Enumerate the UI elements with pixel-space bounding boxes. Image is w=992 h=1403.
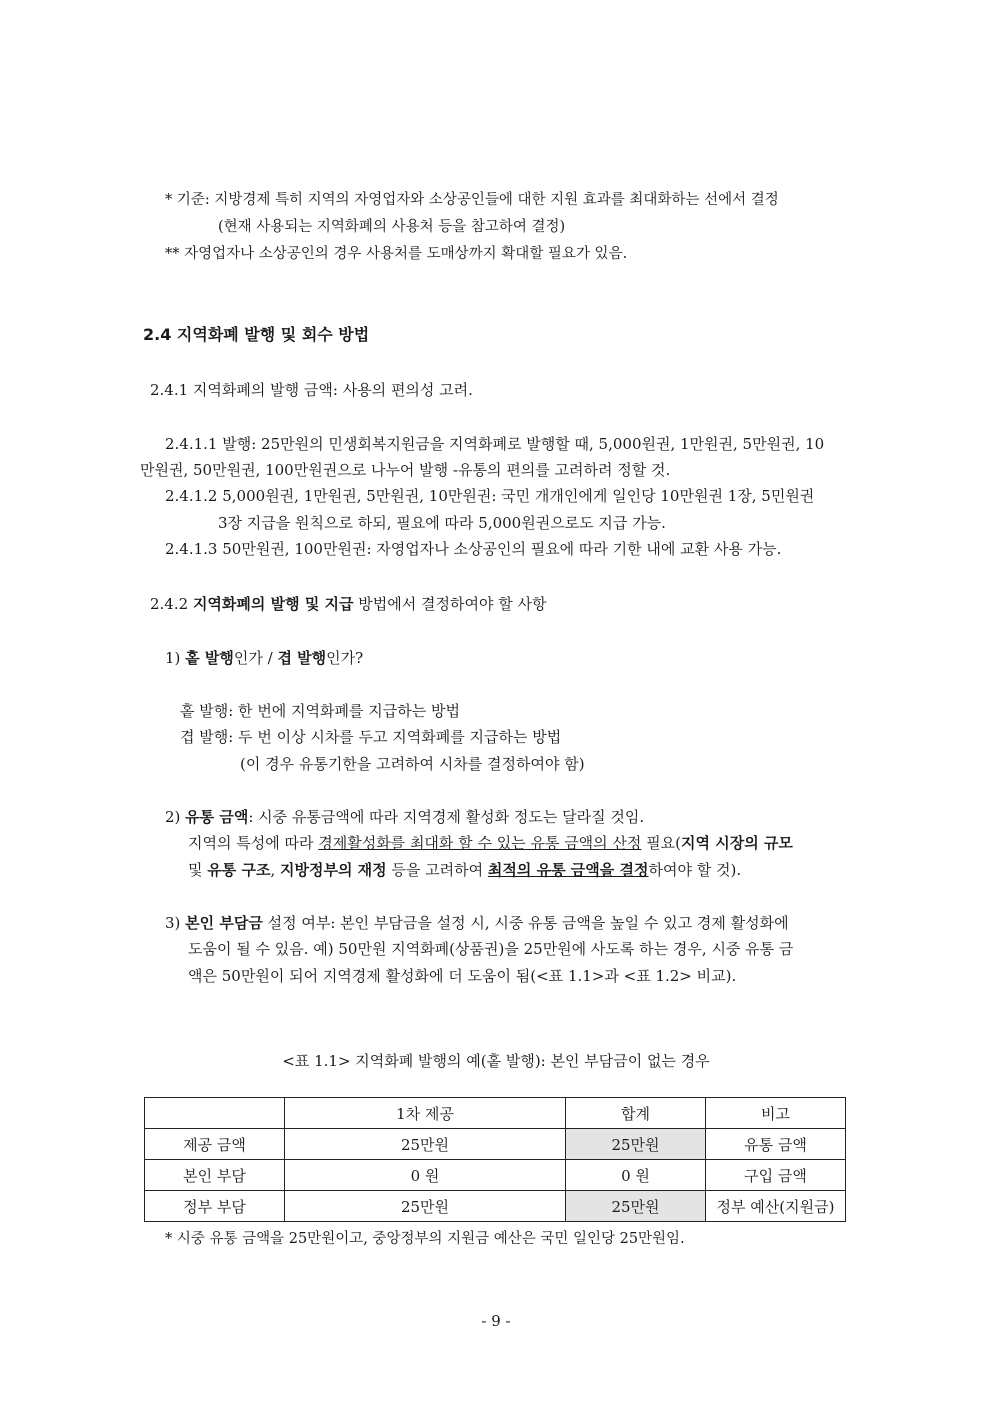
table-cell: 정부 예산(지원금) <box>706 1191 846 1222</box>
item-3-number: 3) <box>165 914 186 932</box>
para-2-4-1-2-line1: 2.4.1.2 5,000원권, 1만원권, 5만원권, 10만원권: 국민 개개인에게 일인당 10만원권 1장, 5민원권 <box>165 487 815 505</box>
item-2-local-finance: 지방정부의 재정 <box>280 861 387 879</box>
item-2-line2-b: 필요( <box>641 834 682 852</box>
page-number: - 9 - <box>481 1312 511 1330</box>
item-3-line1-rest: 설정 여부: 본인 부담금을 설정 시, 시중 유통 금액을 높일 수 있고 경제 활성화에 <box>262 914 789 932</box>
item-3-line2: 도움이 될 수 있음. 예) 50만원 지역화폐(상품권)을 25만원에 사도록 하는 경우, 시중 유통 금 <box>188 940 794 958</box>
table-header-cell: 1차 제공 <box>285 1098 566 1129</box>
subsection-2-4-2-rest: 방법에서 결정하여야 할 사항 <box>353 595 547 613</box>
item-1-def-multi-note: (이 경우 유통기한을 고려하여 시차를 결정하여야 함) <box>240 755 585 773</box>
item-1-question <box>165 647 363 669</box>
para-2-4-1-2-line2: 3장 지급을 원칙으로 하되, 필요에 따라 5,000원권으로도 지급 가능. <box>218 514 666 532</box>
table-cell: 유통 금액 <box>706 1129 846 1160</box>
table-header-row <box>145 1098 846 1129</box>
table-row <box>145 1191 846 1222</box>
note-criteria: * 기준: 지방경제 특히 지역의 자영업자와 소상공인들에 대한 지원 효과를 최대화하는 선에서 결정 <box>165 192 779 208</box>
table-cell: 본인 부담 <box>145 1160 285 1191</box>
table-header-cell: 합계 <box>566 1098 706 1129</box>
subsection-2-4-2 <box>150 593 546 615</box>
item-2-underlined: 경제활성화를 최대화 할 수 있는 유통 금액의 산정 <box>318 834 642 852</box>
para-2-4-1-3: 2.4.1.3 50만원권, 100만원권: 자영업자나 소상공인의 필요에 따라 기한 내에 교환 사용 가능. <box>165 540 782 558</box>
item-2-line1-rest: : 시중 유통금액에 따라 지역경제 활성화 정도는 달라질 것임. <box>248 808 645 826</box>
item-2-market-size: 지역 시장의 규모 <box>681 834 793 852</box>
section-title: 2.4 지역화폐 발행 및 회수 방법 <box>143 325 370 344</box>
table-cell: 정부 부담 <box>145 1191 285 1222</box>
item-2-line3-c: 등을 고려하여 <box>386 861 488 879</box>
item-1-def-multi: 겹 발행: 두 번 이상 시차를 두고 지역화폐를 지급하는 방법 <box>180 728 562 746</box>
table-caption: <표 1.1> 지역화폐 발행의 예(홑 발행): 본인 부담금이 없는 경우 <box>282 1052 710 1070</box>
table-cell: 25만원 <box>285 1191 566 1222</box>
note-wholesale: ** 자영업자나 소상공인의 경우 사용처를 도매상까지 확대할 필요가 있음. <box>165 246 628 262</box>
table-row <box>145 1160 846 1191</box>
item-2-line3 <box>188 859 741 881</box>
table-cell: 0 원 <box>285 1160 566 1191</box>
table-cell: 25만원 <box>566 1129 706 1160</box>
item-2-distribution: 유통 구조 <box>207 861 271 879</box>
table-cell: 0 원 <box>566 1160 706 1191</box>
subsection-2-4-2-bold: 지역화폐의 발행 및 지급 <box>192 595 354 613</box>
table-cell: 25만원 <box>566 1191 706 1222</box>
item-2-number: 2) <box>165 808 186 826</box>
item-3-title: 본인 부담금 <box>185 914 263 932</box>
item-1-def-single: 홑 발행: 한 번에 지역화폐를 지급하는 방법 <box>180 702 460 720</box>
item-1-mid: 인가 / <box>233 649 278 667</box>
item-1-number: 1) <box>165 649 186 667</box>
item-1-single-issue: 홑 발행 <box>185 649 234 667</box>
para-2-4-1-1-line2: 만원권, 50만원권, 100만원권으로 나누어 발행 -유통의 편의를 고려하려 정할 것. <box>140 461 671 479</box>
item-2-line3-b: , <box>270 861 280 879</box>
para-2-4-1-1-line1: 2.4.1.1 발행: 25만원의 민생회복지원금을 지역화폐로 발행할 때, 5,000원권, 1만원권, 5만원권, 10 <box>165 435 825 453</box>
item-3-line3: 액은 50만원이 되어 지역경제 활성화에 더 도움이 됨(<표 1.1>과 <표 1.2> 비교). <box>188 967 737 985</box>
table-header-cell <box>145 1098 285 1129</box>
table-header-cell: 비고 <box>706 1098 846 1129</box>
subsection-2-4-1: 2.4.1 지역화폐의 발행 금액: 사용의 편의성 고려. <box>150 381 473 399</box>
item-2-line2 <box>188 832 793 854</box>
item-2-line2-a: 지역의 특성에 따라 <box>188 834 319 852</box>
issuance-table <box>144 1097 846 1222</box>
item-2-line1 <box>165 806 644 828</box>
item-2-line3-d: 하여야 할 것). <box>648 861 742 879</box>
table-cell: 제공 금액 <box>145 1129 285 1160</box>
table-note: * 시중 유통 금액을 25만원이고, 중앙정부의 지원금 예산은 국민 일인당 25만원임. <box>165 1231 685 1247</box>
table-row <box>145 1129 846 1160</box>
item-1-multi-issue: 겹 발행 <box>277 649 327 667</box>
item-1-suffix: 인가? <box>326 649 364 667</box>
item-3-line1 <box>165 912 789 934</box>
item-2-line3-a: 및 <box>188 861 208 879</box>
item-2-title: 유통 금액 <box>185 808 249 826</box>
table-cell: 25만원 <box>285 1129 566 1160</box>
subsection-2-4-2-num: 2.4.2 <box>150 595 193 613</box>
item-2-optimal-amount: 최적의 유통 금액을 결정 <box>487 861 649 879</box>
table-cell: 구입 금액 <box>706 1160 846 1191</box>
note-criteria-cont: (현재 사용되는 지역화폐의 사용처 등을 참고하여 결정) <box>218 219 566 235</box>
